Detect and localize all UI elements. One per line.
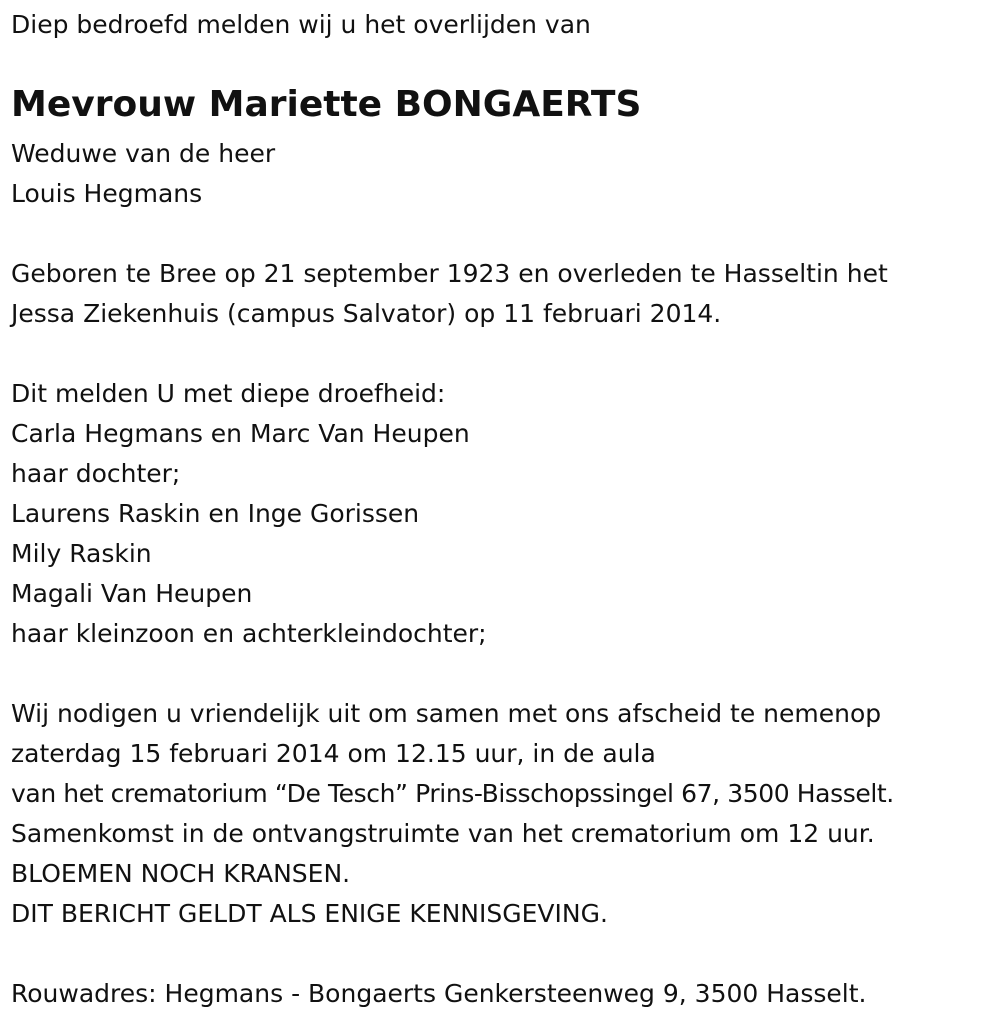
family-line: Magali Van Heupen bbox=[11, 579, 253, 608]
family-line: Carla Hegmans en Marc Van Heupen bbox=[11, 419, 470, 448]
family-line: haar dochter; bbox=[11, 459, 181, 488]
deceased-name: Mevrouw Mariette BONGAERTS bbox=[11, 84, 642, 125]
family-line: haar kleinzoon en achterkleindochter; bbox=[11, 619, 487, 648]
birth-death-line: Geboren te Bree op 21 september 1923 en overleden te Hasseltin het bbox=[11, 259, 888, 288]
family-intro: Dit melden U met diepe droefheid: bbox=[11, 379, 446, 408]
ceremony-line: Samenkomst in de ontvangstruimte van het crematorium om 12 uur. bbox=[11, 819, 875, 848]
ceremony-line: Wij nodigen u vriendelijk uit om samen met ons afscheid te nemenop bbox=[11, 699, 882, 728]
ceremony-line: van het crematorium “De Tesch” Prins-Bisschopssingel 67, 3500 Hasselt. bbox=[11, 779, 894, 808]
family-line: Mily Raskin bbox=[11, 539, 152, 568]
widow-line: Weduwe van de heer bbox=[11, 139, 276, 168]
mourning-address: Rouwadres: Hegmans - Bongaerts Genkersteenweg 9, 3500 Hasselt. bbox=[11, 979, 867, 1008]
spouse-name: Louis Hegmans bbox=[11, 179, 203, 208]
ceremony-line: BLOEMEN NOCH KRANSEN. bbox=[11, 859, 351, 888]
ceremony-line: DIT BERICHT GELDT ALS ENIGE KENNISGEVING. bbox=[11, 899, 608, 928]
intro-text: Diep bedroefd melden wij u het overlijden van bbox=[11, 10, 591, 39]
family-line: Laurens Raskin en Inge Gorissen bbox=[11, 499, 420, 528]
birth-death-line: Jessa Ziekenhuis (campus Salvator) op 11 februari 2014. bbox=[11, 299, 722, 328]
ceremony-line: zaterdag 15 februari 2014 om 12.15 uur, in de aula bbox=[11, 739, 656, 768]
